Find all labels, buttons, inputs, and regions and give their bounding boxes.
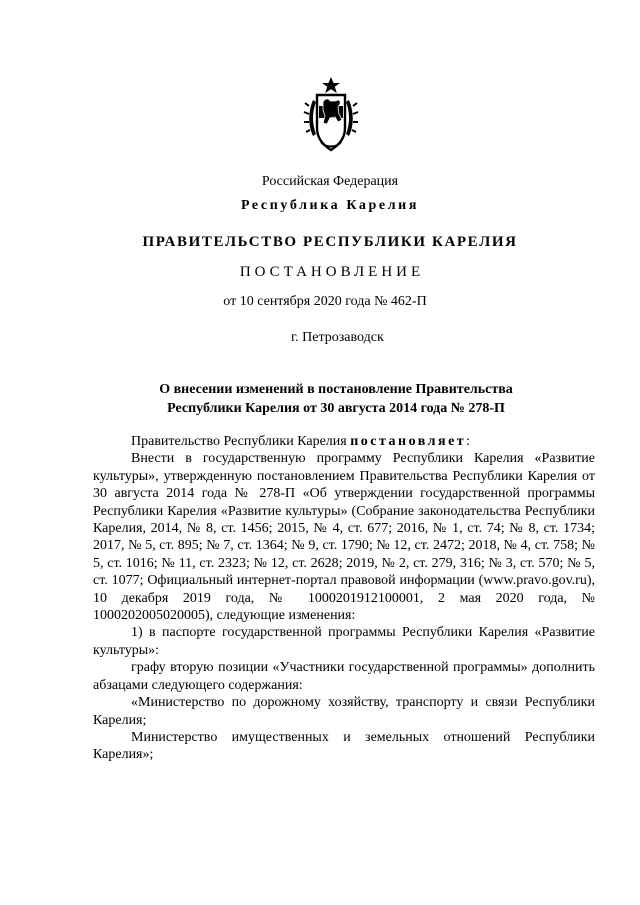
karelia-coat-of-arms-icon bbox=[303, 76, 359, 154]
city-label: г. Петрозаводск bbox=[291, 330, 384, 345]
body-paragraph-column: графу вторую позиции «Участники государственной программы» дополнить абзацами следующего содержания: bbox=[93, 660, 595, 693]
body-paragraph-item-1: 1) в паспорте государственной программы Республики Карелия «Развитие культуры»: bbox=[93, 625, 595, 658]
intro-colon: : bbox=[466, 434, 471, 449]
decree-date: от 10 сентября 2020 года № 462-П bbox=[223, 294, 427, 309]
subject-line-2: Республики Карелия от 30 августа 2014 года № 278-П bbox=[167, 401, 505, 416]
body-paragraph-amendments: Внести в государственную программу Республики Карелия «Развитие культуры», утвержденную постановлением Правительства Республики Карелия от 30 августа 2014 года № 278-П «Об утверждении государственной программы Республики Карелия «Развитие культуры» (Собрание законодательства Республики Карелия, 2014, № 8, ст. 1456; 2015, № 4, ст. 677; 2016, № 1, ст. 74; № 8, ст. 1734; 2017, № 5, ст. 895; № 7, ст. 1364; № 9, ст. 1790; № 12, ст. 2472; 2018, № 4, ст. 758; № 5, ст. 1016; № 11, ст. 2323; № 12, ст. 2628; 2019, № 2, ст. 279, 316; № 3, ст. 570; № 5, ст. 1077; Официальный интернет-портал правовой информации (www.pravo.gov.ru), 10 декабря 2019 года, № 1000201912100001, 2 мая 2020 года, № 1000202005020005), следующие изменения: bbox=[93, 451, 595, 624]
republic-label: Республика Карелия bbox=[240, 198, 420, 213]
decree-title: ПОСТАНОВЛЕНИЕ bbox=[239, 264, 425, 280]
body-paragraph-ministry-roads: «Министерство по дорожному хозяйству, транспорту и связи Республики Карелия; bbox=[93, 695, 595, 728]
decree-subject bbox=[96, 380, 576, 418]
intro-text: Правительство Республики Карелия bbox=[131, 434, 351, 449]
resolves-word: постановляет bbox=[350, 434, 467, 449]
government-title: ПРАВИТЕЛЬСТВО РЕСПУБЛИКИ КАРЕЛИЯ bbox=[142, 234, 518, 250]
federation-label: Российская Федерация bbox=[261, 174, 399, 189]
body-paragraph-intro bbox=[93, 433, 595, 450]
body-paragraph-ministry-property: Министерство имущественных и земельных отношений Республики Карелия»; bbox=[93, 729, 595, 763]
decree-body bbox=[93, 433, 595, 764]
subject-line-1: О внесении изменений в постановление Правительства bbox=[159, 382, 513, 397]
